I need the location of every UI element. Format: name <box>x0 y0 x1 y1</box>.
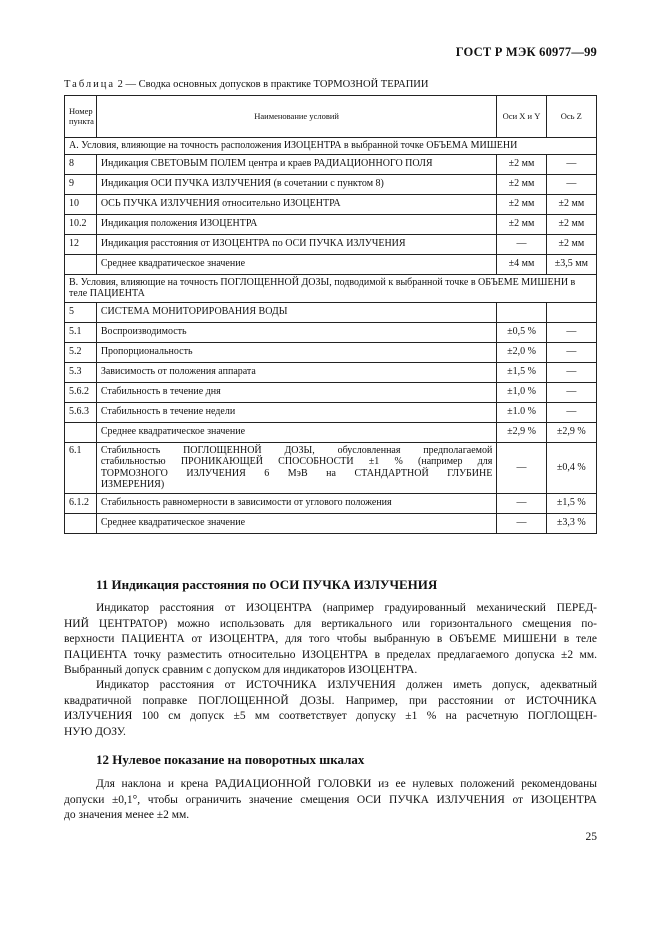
table-row <box>65 493 597 513</box>
section-b-row-text: В. Условия, влияющие на точность ПОГЛОЩЕННОЙ ДОЗЫ, подводимой к выбранной точке в ОБЪЕМЕ МИШЕНИ в теле ПАЦИЕНТА <box>65 274 597 302</box>
paragraph-line: допуски ±0,1°, чтобы ограничить значение смещения ОСИ ПУЧКА ИЗЛУЧЕНИЯ от ИЗОЦЕНТРА <box>64 793 597 806</box>
col-header-number: Номер пункта <box>65 96 97 138</box>
row-condition: Воспроизводимость <box>96 322 497 342</box>
paragraph-line: ИЗЛУЧЕНИЯ 100 см допуск ±5 мм соответствует допуску ±1 % на расчетную ПОГЛОЩЕН- <box>64 710 597 722</box>
row-xy-tolerance: ±1,5 % <box>497 362 546 382</box>
section-11-heading: 11 Индикация расстояния по ОСИ ПУЧКА ИЗЛУЧЕНИЯ <box>96 577 438 592</box>
table-row <box>65 214 597 234</box>
paragraph-line: Для наклона и крена РАДИАЦИОННОЙ ГОЛОВКИ из ее нулевых положений рекомендованы <box>96 778 597 790</box>
row-z-tolerance <box>546 302 596 322</box>
row-number: 10.2 <box>65 214 97 234</box>
row-z-tolerance: — <box>546 174 596 194</box>
row-number: 6.1 <box>65 442 97 493</box>
row-condition-line: Стабильность ПОГЛОЩЕННОЙ ДОЗЫ, обусловленная предполагаемой <box>100 444 493 456</box>
table-row <box>65 154 597 174</box>
row-condition: Пропорциональность <box>96 342 497 362</box>
table-caption <box>64 79 428 90</box>
row-condition: СИСТЕМА МОНИТОРИРОВАНИЯ ВОДЫ <box>96 302 497 322</box>
table-row <box>65 362 597 382</box>
paragraph-line: Индикатор расстояния от ИЗОЦЕНТРА (например градуированный механический ПЕРЕД- <box>96 602 597 614</box>
row-z-tolerance: ±1,5 % <box>546 493 596 513</box>
row-condition: Индикация расстояния от ИЗОЦЕНТРА по ОСИ ПУЧКА ИЗЛУЧЕНИЯ <box>96 234 497 254</box>
row-z-tolerance: — <box>546 342 596 362</box>
row-number: 5.6.2 <box>65 382 97 402</box>
section-11-paragraph-2 <box>64 678 597 740</box>
paragraph-line: Выбранный допуск сравним с допуском для индикаторов ИЗОЦЕНТРА. <box>64 664 418 676</box>
table-row <box>65 513 597 533</box>
paragraph-line: верхности ПАЦИЕНТА от ИЗОЦЕНТРА, для того чтобы выбранную в ОБЪЕМЕ МИШЕНИ в теле <box>64 633 597 645</box>
row-z-tolerance: — <box>546 402 596 422</box>
document-code: ГОСТ Р МЭК 60977—99 <box>455 45 597 59</box>
row-xy-tolerance: ±2,9 % <box>497 422 546 442</box>
row-number: 8 <box>65 154 97 174</box>
paragraph-line: НИЙ ЦЕНТРАТОР) можно использовать для вертикального или горизонтального смещения по- <box>64 617 597 630</box>
row-z-tolerance: ±2 мм <box>546 194 596 214</box>
col-header-z: Ось Z <box>546 96 596 138</box>
row-z-tolerance: ±2,9 % <box>546 422 596 442</box>
table-row <box>65 254 597 274</box>
row-condition: Стабильность в течение дня <box>96 382 497 402</box>
row-condition-line: ИЗМЕРЕНИЯ) <box>100 479 165 490</box>
table-row <box>65 342 597 362</box>
row-xy-tolerance: — <box>497 513 546 533</box>
paragraph-line: Индикатор расстояния от ИСТОЧНИКА ИЗЛУЧЕНИЯ должен иметь допуск, адекватный <box>96 679 597 691</box>
row-number <box>65 422 97 442</box>
paragraph-line: до значения менее ±2 мм. <box>64 809 190 821</box>
row-condition: Среднее квадратическое значение <box>96 254 497 274</box>
section-a-row <box>65 138 597 155</box>
row-condition: Стабильность в течение недели <box>96 402 497 422</box>
paragraph-line: квадратичной поправке ПОГЛОЩЕННОЙ ДОЗЫ. Например, при расстоянии от ИСТОЧНИКА <box>64 694 597 707</box>
row-z-tolerance: ±2 мм <box>546 214 596 234</box>
row-xy-tolerance <box>497 302 546 322</box>
row-xy-tolerance: ±0,5 % <box>497 322 546 342</box>
table-row <box>65 322 597 342</box>
section-a-row-text: А. Условия, влияющие на точность расположения ИЗОЦЕНТРА в выбранной точке ОБЪЕМА МИШЕНИ <box>65 138 597 155</box>
row-condition <box>96 442 497 493</box>
row-condition: Среднее квадратическое значение <box>96 513 497 533</box>
section-b-row <box>65 274 597 302</box>
paragraph-line: НУЮ ДОЗУ. <box>64 725 126 738</box>
row-number: 5.6.3 <box>65 402 97 422</box>
row-condition-line: стабильностью ПРОНИКАЮЩЕЙ СПОСОБНОСТИ ±1 % (например для <box>100 456 493 467</box>
row-number: 9 <box>65 174 97 194</box>
page-number: 25 <box>585 831 597 843</box>
row-condition: Среднее квадратическое значение <box>96 422 497 442</box>
row-number: 10 <box>65 194 97 214</box>
row-condition: Индикация СВЕТОВЫМ ПОЛЕМ центра и краев РАДИАЦИОННОГО ПОЛЯ <box>96 154 497 174</box>
row-z-tolerance: ±3,3 % <box>546 513 596 533</box>
section-11-paragraph-1 <box>64 601 597 679</box>
table-caption-word: Таблица <box>64 79 116 90</box>
col-header-xy: Оси X и Y <box>497 96 546 138</box>
row-number: 5 <box>65 302 97 322</box>
row-number: 5.3 <box>65 362 97 382</box>
row-xy-tolerance: — <box>497 493 546 513</box>
row-xy-tolerance: — <box>497 442 546 493</box>
tolerance-table <box>64 95 597 534</box>
row-xy-tolerance: ±2 мм <box>497 174 546 194</box>
row-number: 12 <box>65 234 97 254</box>
table-row <box>65 422 597 442</box>
table-caption-text: 2 — Сводка основных допусков в практике ТОРМОЗНОЙ ТЕРАПИИ <box>117 79 429 90</box>
row-number <box>65 254 97 274</box>
section-12-paragraph <box>64 777 597 824</box>
row-xy-tolerance: — <box>497 234 546 254</box>
table-row <box>65 302 597 322</box>
row-xy-tolerance: ±2 мм <box>497 214 546 234</box>
row-z-tolerance: ±2 мм <box>546 234 596 254</box>
row-xy-tolerance: ±2 мм <box>497 194 546 214</box>
table-row <box>65 442 597 493</box>
row-xy-tolerance: ±2 мм <box>497 154 546 174</box>
row-xy-tolerance: ±1.0 % <box>497 402 546 422</box>
row-condition: Зависимость от положения аппарата <box>96 362 497 382</box>
row-z-tolerance: ±0,4 % <box>546 442 596 493</box>
row-z-tolerance: — <box>546 382 596 402</box>
table-row <box>65 382 597 402</box>
table-row <box>65 194 597 214</box>
row-xy-tolerance: ±1,0 % <box>497 382 546 402</box>
row-number: 5.1 <box>65 322 97 342</box>
col-header-condition: Наименование условий <box>96 96 497 138</box>
row-z-tolerance: — <box>546 154 596 174</box>
row-condition: Индикация ОСИ ПУЧКА ИЗЛУЧЕНИЯ (в сочетании с пунктом 8) <box>96 174 497 194</box>
table-row <box>65 234 597 254</box>
row-xy-tolerance: ±4 мм <box>497 254 546 274</box>
row-number <box>65 513 97 533</box>
table-header-row <box>65 96 597 138</box>
row-condition-line: ТОРМОЗНОГО ИЗЛУЧЕНИЯ 6 МэВ на СТАНДАРТНОЙ ГЛУБИНЕ <box>100 467 493 479</box>
table-row <box>65 402 597 422</box>
row-number: 6.1.2 <box>65 493 97 513</box>
row-z-tolerance: ±3,5 мм <box>546 254 596 274</box>
row-z-tolerance: — <box>546 322 596 342</box>
table-row <box>65 174 597 194</box>
section-12-heading: 12 Нулевое показание на поворотных шкалах <box>96 752 365 767</box>
row-z-tolerance: — <box>546 362 596 382</box>
row-condition: Стабильность равномерности в зависимости от углового положения <box>96 493 497 513</box>
row-condition: ОСЬ ПУЧКА ИЗЛУЧЕНИЯ относительно ИЗОЦЕНТРА <box>96 194 497 214</box>
row-xy-tolerance: ±2,0 % <box>497 342 546 362</box>
paragraph-line: ПАЦИЕНТА точку разместить относительно ИЗОЦЕНТРА в пределах предлагаемого допуска ±2 мм. <box>64 648 597 661</box>
row-number: 5.2 <box>65 342 97 362</box>
row-condition: Индикация положения ИЗОЦЕНТРА <box>96 214 497 234</box>
